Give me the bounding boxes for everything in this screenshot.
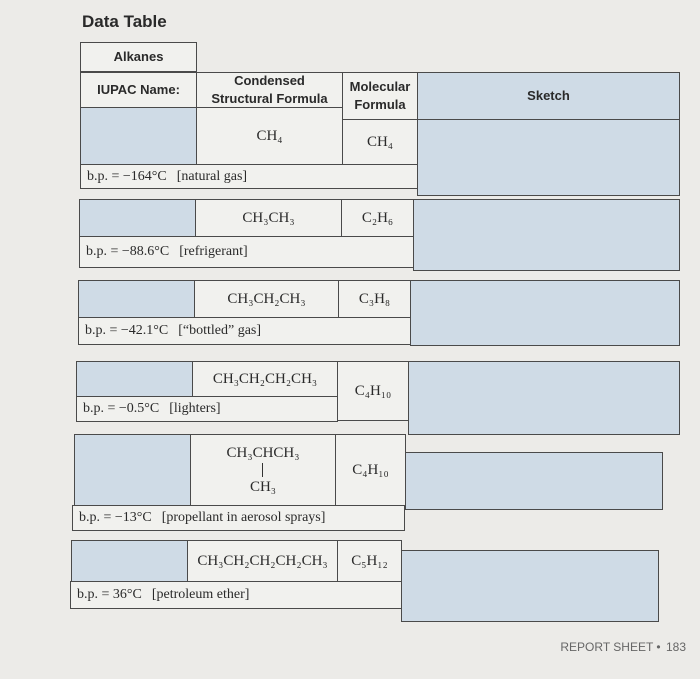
condensed-formula: CH₄ xyxy=(196,107,343,165)
page-title: Data Table xyxy=(82,12,167,31)
boiling-point-row xyxy=(78,317,411,345)
boiling-point-row xyxy=(79,236,414,268)
iupac-name-input[interactable] xyxy=(71,540,188,582)
sketch-input[interactable] xyxy=(401,550,659,622)
iupac-name-input[interactable] xyxy=(79,199,196,237)
sketch-input[interactable] xyxy=(405,452,663,510)
boiling-point-row xyxy=(76,396,338,422)
boiling-point: b.p. = −13°C xyxy=(79,510,152,525)
page-footer xyxy=(560,640,686,654)
sketch-input[interactable] xyxy=(410,280,680,346)
boiling-point-row xyxy=(70,581,402,609)
condensed-formula: CH₃CH₃ xyxy=(195,199,342,237)
molecular-formula: C₅H₁₂ xyxy=(337,540,402,582)
boiling-point-row xyxy=(80,164,418,189)
use-note: [petroleum ether] xyxy=(151,587,250,602)
iupac-name-input[interactable] xyxy=(78,280,195,318)
report-sheet-label: REPORT SHEET xyxy=(560,640,654,654)
branched-structure xyxy=(227,445,300,495)
single-bond xyxy=(262,463,263,477)
sketch-input[interactable] xyxy=(408,361,680,435)
sketch-input[interactable] xyxy=(417,119,680,196)
molecular-formula: C₄H₁₀ xyxy=(337,361,409,421)
iupac-name-input[interactable] xyxy=(80,107,197,165)
main-chain: CH₃CHCH₃ xyxy=(226,445,300,461)
condensed-formula xyxy=(190,434,336,506)
use-note: [propellant in aerosol sprays] xyxy=(161,510,326,525)
molecular-formula: C₄H₁₀ xyxy=(335,434,406,506)
condensed-formula: CH₃CH₂CH₃ xyxy=(194,280,339,318)
condensed-formula: CH₃CH₂CH₂CH₃ xyxy=(192,361,338,397)
boiling-point: b.p. = −0.5°C xyxy=(83,401,160,416)
boiling-point: b.p. = 36°C xyxy=(77,587,142,602)
use-note: [natural gas] xyxy=(176,168,248,184)
page-number: 183 xyxy=(665,640,686,654)
molecular-formula: CH₄ xyxy=(342,119,418,165)
boiling-point: b.p. = −164°C xyxy=(87,168,167,184)
header-molecular-formula: Molecular Formula xyxy=(342,72,418,120)
use-note: [refrigerant] xyxy=(179,244,248,259)
condensed-formula: CH₃CH₂CH₂CH₂CH₃ xyxy=(187,540,338,582)
molecular-formula: C₃H₈ xyxy=(338,280,411,318)
molecular-formula: C₂H₆ xyxy=(341,199,414,237)
header-condensed-formula: Condensed Structural Formula xyxy=(196,72,343,108)
header-sketch: Sketch xyxy=(417,72,680,120)
header-alkanes: Alkanes xyxy=(80,42,197,72)
bullet: • xyxy=(656,640,661,654)
iupac-name-input[interactable] xyxy=(74,434,191,506)
sketch-input[interactable] xyxy=(413,199,680,271)
boiling-point: b.p. = −88.6°C xyxy=(86,244,170,259)
boiling-point-row xyxy=(72,505,405,531)
use-note: [“bottled” gas] xyxy=(178,323,262,338)
use-note: [lighters] xyxy=(169,401,221,416)
boiling-point: b.p. = −42.1°C xyxy=(85,323,169,338)
iupac-name-input[interactable] xyxy=(76,361,193,397)
header-iupac-name: IUPAC Name: xyxy=(80,72,197,108)
methyl-branch: CH₃ xyxy=(249,479,277,495)
